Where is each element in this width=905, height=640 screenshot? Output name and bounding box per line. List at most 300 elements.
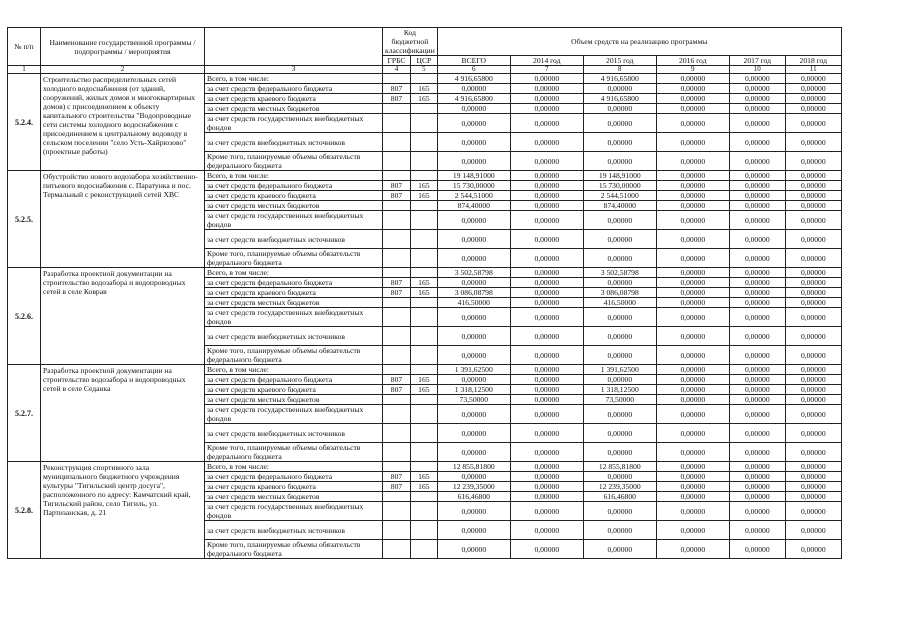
year-2018-cell: 0,00000: [785, 472, 841, 482]
year-2017-cell: 0,00000: [729, 84, 785, 94]
year-2017-cell: 0,00000: [729, 521, 785, 540]
csr-cell: [410, 521, 437, 540]
csr-cell: 165: [410, 191, 437, 201]
csr-cell: 165: [410, 94, 437, 104]
year-2014-cell: 0,00000: [510, 84, 583, 94]
year-2015-cell: 0,00000: [583, 278, 656, 288]
row-federal-obligations-label: Кроме того, планируемые объемы обязательств федерального бюджета: [205, 249, 383, 268]
row-extrabudgetary-label: за счет средств внебюджетных источников: [205, 521, 383, 540]
grbs-cell: [383, 327, 411, 346]
grbs-cell: 807: [383, 84, 411, 94]
year-2014-cell: 0,00000: [510, 385, 583, 395]
grbs-cell: [383, 502, 411, 521]
row-regional-label: за счет средств краевого бюджета: [205, 288, 383, 298]
year-2016-cell: 0,00000: [656, 298, 729, 308]
year-2016-cell: 0,00000: [656, 94, 729, 104]
year-2018-cell: 0,00000: [785, 288, 841, 298]
csr-cell: [410, 211, 437, 230]
row-federal-obligations-label: Кроме того, планируемые объемы обязательств федерального бюджета: [205, 540, 383, 559]
year-2016-cell: 0,00000: [656, 443, 729, 462]
year-2015-cell: 2 544,51000: [583, 191, 656, 201]
grbs-cell: [383, 201, 411, 211]
year-2014-cell: 0,00000: [510, 482, 583, 492]
row-local-label: за счет средств местных бюджетов: [205, 395, 383, 405]
total-cell: 12 239,35000: [437, 482, 510, 492]
csr-cell: [410, 114, 437, 133]
year-2015-cell: 1 318,12500: [583, 385, 656, 395]
year-2016-cell: 0,00000: [656, 84, 729, 94]
year-2015-cell: 12 855,81800: [583, 462, 656, 472]
row-local-label: за счет средств местных бюджетов: [205, 201, 383, 211]
year-2014-cell: 0,00000: [510, 405, 583, 424]
year-2016-cell: 0,00000: [656, 181, 729, 191]
year-2016-cell: 0,00000: [656, 462, 729, 472]
year-2018-cell: 0,00000: [785, 298, 841, 308]
header-budget-code: Код бюджетной классификации: [383, 28, 438, 56]
year-2016-cell: 0,00000: [656, 74, 729, 84]
csr-cell: 165: [410, 288, 437, 298]
header-amount: Объем средств на реализацию программы: [437, 28, 841, 56]
total-cell: 0,00000: [437, 308, 510, 327]
row-regional-label: за счет средств краевого бюджета: [205, 94, 383, 104]
csr-cell: [410, 346, 437, 365]
year-2014-cell: 0,00000: [510, 424, 583, 443]
total-cell: 15 730,00000: [437, 181, 510, 191]
total-cell: 0,00000: [437, 230, 510, 249]
item-name: Обустройство нового водозабора хозяйственно-питьевого водоснабжения с. Паратунка и пос. Термальный с реконструкцией сетей ХВС: [41, 171, 205, 268]
year-2016-cell: 0,00000: [656, 482, 729, 492]
row-federal-label: за счет средств федерального бюджета: [205, 84, 383, 94]
year-2015-cell: 0,00000: [583, 375, 656, 385]
year-2018-cell: 0,00000: [785, 133, 841, 152]
total-cell: 874,40000: [437, 201, 510, 211]
row-federal-label: за счет средств федерального бюджета: [205, 375, 383, 385]
total-cell: 0,00000: [437, 84, 510, 94]
total-cell: 19 148,91000: [437, 171, 510, 181]
year-2017-cell: 0,00000: [729, 181, 785, 191]
year-2014-cell: 0,00000: [510, 298, 583, 308]
csr-cell: 165: [410, 375, 437, 385]
year-2015-cell: 616,46800: [583, 492, 656, 502]
total-cell: 0,00000: [437, 405, 510, 424]
column-number: 7: [510, 66, 583, 74]
year-2017-cell: 0,00000: [729, 74, 785, 84]
year-2017-cell: 0,00000: [729, 540, 785, 559]
header-year-2018: 2018 год: [785, 56, 841, 66]
year-2014-cell: 0,00000: [510, 181, 583, 191]
year-2014-cell: 0,00000: [510, 268, 583, 278]
csr-cell: [410, 201, 437, 211]
header-year-2014: 2014 год: [510, 56, 583, 66]
year-2014-cell: 0,00000: [510, 540, 583, 559]
csr-cell: [410, 268, 437, 278]
year-2015-cell: 0,00000: [583, 104, 656, 114]
row-total-label: Всего, в том числе:: [205, 268, 383, 278]
total-cell: 0,00000: [437, 540, 510, 559]
grbs-cell: 807: [383, 181, 411, 191]
csr-cell: [410, 308, 437, 327]
year-2016-cell: 0,00000: [656, 104, 729, 114]
year-2014-cell: 0,00000: [510, 443, 583, 462]
total-cell: 416,50000: [437, 298, 510, 308]
year-2016-cell: 0,00000: [656, 365, 729, 375]
column-number: 2: [41, 66, 205, 74]
year-2017-cell: 0,00000: [729, 462, 785, 472]
year-2014-cell: 0,00000: [510, 395, 583, 405]
year-2015-cell: 4 916,65800: [583, 94, 656, 104]
row-state-funds-label: за счет средств государственных внебюджетных фондов: [205, 308, 383, 327]
column-number: 11: [785, 66, 841, 74]
year-2018-cell: 0,00000: [785, 171, 841, 181]
item-number: 5.2.6.: [8, 268, 41, 365]
year-2018-cell: 0,00000: [785, 385, 841, 395]
year-2016-cell: 0,00000: [656, 288, 729, 298]
year-2015-cell: 73,50000: [583, 395, 656, 405]
year-2017-cell: 0,00000: [729, 152, 785, 171]
year-2018-cell: 0,00000: [785, 365, 841, 375]
total-cell: 0,00000: [437, 346, 510, 365]
year-2016-cell: 0,00000: [656, 171, 729, 181]
total-cell: 0,00000: [437, 211, 510, 230]
year-2018-cell: 0,00000: [785, 482, 841, 492]
column-number: 6: [437, 66, 510, 74]
grbs-cell: [383, 462, 411, 472]
year-2015-cell: 0,00000: [583, 424, 656, 443]
year-2017-cell: 0,00000: [729, 201, 785, 211]
year-2017-cell: 0,00000: [729, 443, 785, 462]
grbs-cell: 807: [383, 375, 411, 385]
csr-cell: 165: [410, 472, 437, 482]
year-2014-cell: 0,00000: [510, 462, 583, 472]
csr-cell: 165: [410, 482, 437, 492]
year-2018-cell: 0,00000: [785, 424, 841, 443]
year-2015-cell: 0,00000: [583, 472, 656, 482]
total-cell: 0,00000: [437, 375, 510, 385]
year-2016-cell: 0,00000: [656, 346, 729, 365]
grbs-cell: 807: [383, 278, 411, 288]
year-2018-cell: 0,00000: [785, 502, 841, 521]
row-local-label: за счет средств местных бюджетов: [205, 298, 383, 308]
csr-cell: [410, 502, 437, 521]
year-2016-cell: 0,00000: [656, 472, 729, 482]
row-federal-obligations-label: Кроме того, планируемые объемы обязательств федерального бюджета: [205, 152, 383, 171]
csr-cell: [410, 152, 437, 171]
csr-cell: [410, 249, 437, 268]
row-local-label: за счет средств местных бюджетов: [205, 492, 383, 502]
year-2015-cell: 0,00000: [583, 230, 656, 249]
item-number: 5.2.8.: [8, 462, 41, 559]
year-2014-cell: 0,00000: [510, 74, 583, 84]
grbs-cell: [383, 74, 411, 84]
grbs-cell: [383, 114, 411, 133]
year-2016-cell: 0,00000: [656, 492, 729, 502]
year-2014-cell: 0,00000: [510, 114, 583, 133]
row-total-label: Всего, в том числе:: [205, 74, 383, 84]
csr-cell: [410, 298, 437, 308]
row-extrabudgetary-label: за счет средств внебюджетных источников: [205, 230, 383, 249]
row-regional-label: за счет средств краевого бюджета: [205, 191, 383, 201]
table-row: [8, 462, 842, 472]
year-2017-cell: 0,00000: [729, 133, 785, 152]
year-2017-cell: 0,00000: [729, 171, 785, 181]
year-2017-cell: 0,00000: [729, 492, 785, 502]
row-extrabudgetary-label: за счет средств внебюджетных источников: [205, 327, 383, 346]
grbs-cell: 807: [383, 94, 411, 104]
total-cell: 0,00000: [437, 327, 510, 346]
year-2017-cell: 0,00000: [729, 346, 785, 365]
total-cell: 2 544,51000: [437, 191, 510, 201]
year-2015-cell: 416,50000: [583, 298, 656, 308]
year-2016-cell: 0,00000: [656, 540, 729, 559]
year-2018-cell: 0,00000: [785, 114, 841, 133]
year-2016-cell: 0,00000: [656, 152, 729, 171]
year-2017-cell: 0,00000: [729, 482, 785, 492]
year-2015-cell: 0,00000: [583, 540, 656, 559]
year-2014-cell: 0,00000: [510, 211, 583, 230]
table-row: [8, 268, 842, 278]
year-2018-cell: 0,00000: [785, 268, 841, 278]
year-2016-cell: 0,00000: [656, 211, 729, 230]
year-2018-cell: 0,00000: [785, 395, 841, 405]
total-cell: 0,00000: [437, 114, 510, 133]
csr-cell: [410, 365, 437, 375]
year-2014-cell: 0,00000: [510, 278, 583, 288]
row-federal-label: за счет средств федерального бюджета: [205, 181, 383, 191]
funding-table: [7, 27, 842, 559]
year-2016-cell: 0,00000: [656, 385, 729, 395]
item-number: 5.2.5.: [8, 171, 41, 268]
grbs-cell: 807: [383, 385, 411, 395]
csr-cell: [410, 171, 437, 181]
total-cell: 0,00000: [437, 521, 510, 540]
year-2015-cell: 0,00000: [583, 521, 656, 540]
grbs-cell: [383, 395, 411, 405]
grbs-cell: 807: [383, 482, 411, 492]
year-2015-cell: 0,00000: [583, 84, 656, 94]
grbs-cell: [383, 249, 411, 268]
header-num: № п/п: [8, 28, 41, 66]
year-2018-cell: 0,00000: [785, 405, 841, 424]
grbs-cell: [383, 308, 411, 327]
year-2017-cell: 0,00000: [729, 375, 785, 385]
year-2016-cell: 0,00000: [656, 424, 729, 443]
year-2015-cell: 1 391,62500: [583, 365, 656, 375]
row-total-label: Всего, в том числе:: [205, 462, 383, 472]
row-regional-label: за счет средств краевого бюджета: [205, 385, 383, 395]
column-number: 9: [656, 66, 729, 74]
row-federal-label: за счет средств федерального бюджета: [205, 472, 383, 482]
year-2015-cell: 0,00000: [583, 114, 656, 133]
grbs-cell: [383, 424, 411, 443]
csr-cell: 165: [410, 84, 437, 94]
year-2018-cell: 0,00000: [785, 94, 841, 104]
year-2017-cell: 0,00000: [729, 278, 785, 288]
grbs-cell: [383, 443, 411, 462]
year-2015-cell: 0,00000: [583, 249, 656, 268]
total-cell: 0,00000: [437, 472, 510, 482]
column-number: 1: [8, 66, 41, 74]
header-year-2016: 2016 год: [656, 56, 729, 66]
total-cell: 0,00000: [437, 278, 510, 288]
csr-cell: [410, 104, 437, 114]
year-2018-cell: 0,00000: [785, 211, 841, 230]
year-2015-cell: 12 239,35000: [583, 482, 656, 492]
year-2017-cell: 0,00000: [729, 211, 785, 230]
header-grbs: ГРБС: [383, 56, 411, 66]
header-year-2017: 2017 год: [729, 56, 785, 66]
year-2014-cell: 0,00000: [510, 346, 583, 365]
item-name: Разработка проектной документации на строительство водозабора и водопроводных сетей в селе Коврав: [41, 268, 205, 365]
year-2015-cell: 0,00000: [583, 405, 656, 424]
table-row: [8, 365, 842, 375]
total-cell: 0,00000: [437, 152, 510, 171]
row-local-label: за счет средств местных бюджетов: [205, 104, 383, 114]
csr-cell: [410, 74, 437, 84]
program-funding-document: [7, 27, 842, 559]
year-2018-cell: 0,00000: [785, 249, 841, 268]
year-2017-cell: 0,00000: [729, 365, 785, 375]
year-2017-cell: 0,00000: [729, 327, 785, 346]
row-federal-obligations-label: Кроме того, планируемые объемы обязательств федерального бюджета: [205, 443, 383, 462]
item-number: 5.2.7.: [8, 365, 41, 462]
row-state-funds-label: за счет средств государственных внебюджетных фондов: [205, 502, 383, 521]
year-2018-cell: 0,00000: [785, 181, 841, 191]
grbs-cell: [383, 171, 411, 181]
grbs-cell: [383, 152, 411, 171]
total-cell: 12 855,81800: [437, 462, 510, 472]
year-2015-cell: 0,00000: [583, 502, 656, 521]
year-2017-cell: 0,00000: [729, 191, 785, 201]
year-2014-cell: 0,00000: [510, 375, 583, 385]
year-2016-cell: 0,00000: [656, 521, 729, 540]
year-2018-cell: 0,00000: [785, 308, 841, 327]
total-cell: 4 916,65800: [437, 94, 510, 104]
year-2014-cell: 0,00000: [510, 288, 583, 298]
year-2015-cell: 0,00000: [583, 443, 656, 462]
grbs-cell: [383, 230, 411, 249]
total-cell: 3 502,58798: [437, 268, 510, 278]
year-2017-cell: 0,00000: [729, 249, 785, 268]
column-number: 3: [205, 66, 383, 74]
grbs-cell: [383, 133, 411, 152]
year-2014-cell: 0,00000: [510, 502, 583, 521]
grbs-cell: [383, 104, 411, 114]
year-2017-cell: 0,00000: [729, 94, 785, 104]
year-2017-cell: 0,00000: [729, 288, 785, 298]
year-2018-cell: 0,00000: [785, 104, 841, 114]
grbs-cell: [383, 540, 411, 559]
item-name: Строительство распределительных сетей холодного водоснабжения (от зданий, сооружений, жилых домов и многоквартирных домов) с присоединением к объекту капитального строительства "Водопроводные сети системы холодного водоснабжения с присоединением к центральному водоводу в сельском поселении "село Усть-Хайрюзово" (проектные работы): [41, 74, 205, 171]
year-2014-cell: 0,00000: [510, 133, 583, 152]
row-federal-label: за счет средств федерального бюджета: [205, 278, 383, 288]
year-2018-cell: 0,00000: [785, 346, 841, 365]
csr-cell: 165: [410, 278, 437, 288]
year-2018-cell: 0,00000: [785, 152, 841, 171]
year-2016-cell: 0,00000: [656, 201, 729, 211]
year-2017-cell: 0,00000: [729, 472, 785, 482]
year-2017-cell: 0,00000: [729, 395, 785, 405]
total-cell: 1 391,62500: [437, 365, 510, 375]
header-row-top: [8, 28, 842, 45]
year-2018-cell: 0,00000: [785, 84, 841, 94]
year-2018-cell: 0,00000: [785, 443, 841, 462]
csr-cell: 165: [410, 385, 437, 395]
year-2016-cell: 0,00000: [656, 133, 729, 152]
year-2018-cell: 0,00000: [785, 375, 841, 385]
year-2014-cell: 0,00000: [510, 191, 583, 201]
row-state-funds-label: за счет средств государственных внебюджетных фондов: [205, 114, 383, 133]
total-cell: 73,50000: [437, 395, 510, 405]
column-number: 8: [583, 66, 656, 74]
year-2018-cell: 0,00000: [785, 278, 841, 288]
header-year-2015: 2015 год: [583, 56, 656, 66]
csr-cell: [410, 492, 437, 502]
year-2017-cell: 0,00000: [729, 104, 785, 114]
year-2015-cell: 19 148,91000: [583, 171, 656, 181]
grbs-cell: [383, 521, 411, 540]
total-cell: 4 916,65800: [437, 74, 510, 84]
year-2015-cell: 0,00000: [583, 211, 656, 230]
total-cell: 0,00000: [437, 104, 510, 114]
total-cell: 0,00000: [437, 424, 510, 443]
column-number-row: [8, 66, 842, 74]
total-cell: 3 086,08798: [437, 288, 510, 298]
year-2014-cell: 0,00000: [510, 230, 583, 249]
csr-cell: [410, 133, 437, 152]
year-2017-cell: 0,00000: [729, 424, 785, 443]
header-total: ВСЕГО: [437, 56, 510, 66]
table-row: [8, 171, 842, 181]
csr-cell: 165: [410, 181, 437, 191]
csr-cell: [410, 424, 437, 443]
item-name: Разработка проектной документации на строительство водозабора и водопроводных сетей в селе Седанка: [41, 365, 205, 462]
year-2017-cell: 0,00000: [729, 268, 785, 278]
row-regional-label: за счет средств краевого бюджета: [205, 482, 383, 492]
year-2018-cell: 0,00000: [785, 521, 841, 540]
item-number: 5.2.4.: [8, 74, 41, 171]
year-2017-cell: 0,00000: [729, 298, 785, 308]
year-2015-cell: 0,00000: [583, 327, 656, 346]
header-csr: ЦСР: [410, 56, 437, 66]
year-2016-cell: 0,00000: [656, 191, 729, 201]
total-cell: 616,46800: [437, 492, 510, 502]
row-federal-obligations-label: Кроме того, планируемые объемы обязательств федерального бюджета: [205, 346, 383, 365]
csr-cell: [410, 327, 437, 346]
grbs-cell: [383, 492, 411, 502]
year-2015-cell: 0,00000: [583, 152, 656, 171]
total-cell: 0,00000: [437, 133, 510, 152]
year-2018-cell: 0,00000: [785, 191, 841, 201]
csr-cell: [410, 540, 437, 559]
csr-cell: [410, 405, 437, 424]
year-2015-cell: 0,00000: [583, 133, 656, 152]
year-2014-cell: 0,00000: [510, 308, 583, 327]
total-cell: 0,00000: [437, 502, 510, 521]
year-2017-cell: 0,00000: [729, 502, 785, 521]
year-2014-cell: 0,00000: [510, 365, 583, 375]
header-source-blank: [205, 28, 383, 66]
year-2015-cell: 15 730,00000: [583, 181, 656, 191]
year-2017-cell: 0,00000: [729, 385, 785, 395]
year-2014-cell: 0,00000: [510, 152, 583, 171]
year-2018-cell: 0,00000: [785, 492, 841, 502]
year-2015-cell: 0,00000: [583, 346, 656, 365]
year-2016-cell: 0,00000: [656, 114, 729, 133]
row-state-funds-label: за счет средств государственных внебюджетных фондов: [205, 211, 383, 230]
year-2017-cell: 0,00000: [729, 114, 785, 133]
csr-cell: [410, 230, 437, 249]
year-2016-cell: 0,00000: [656, 395, 729, 405]
